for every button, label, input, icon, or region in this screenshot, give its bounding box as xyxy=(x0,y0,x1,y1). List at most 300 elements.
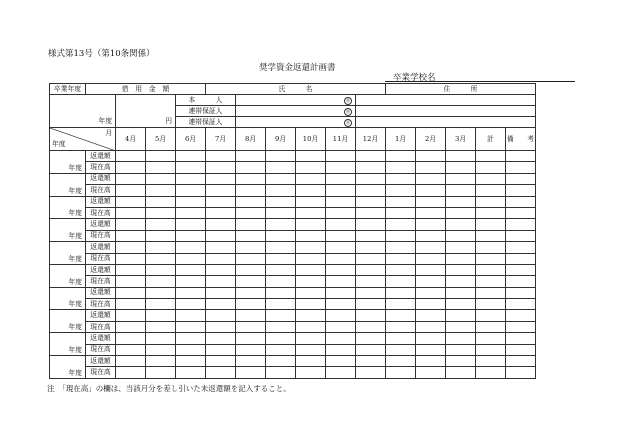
entry-cell[interactable] xyxy=(266,151,296,162)
entry-cell[interactable] xyxy=(206,173,236,184)
entry-cell[interactable] xyxy=(176,356,206,367)
entry-cell[interactable] xyxy=(176,185,206,196)
year-cell[interactable]: 年度 xyxy=(50,356,86,379)
entry-cell[interactable] xyxy=(326,242,356,253)
entry-cell[interactable] xyxy=(356,230,386,241)
entry-cell[interactable] xyxy=(206,253,236,264)
entry-cell[interactable] xyxy=(116,196,146,207)
entry-cell[interactable] xyxy=(176,344,206,355)
entry-cell[interactable] xyxy=(506,207,536,218)
entry-cell[interactable] xyxy=(446,264,476,275)
entry-cell[interactable] xyxy=(296,196,326,207)
entry-cell[interactable] xyxy=(116,299,146,310)
entry-cell[interactable] xyxy=(236,264,266,275)
entry-cell[interactable] xyxy=(266,162,296,173)
entry-cell[interactable] xyxy=(326,253,356,264)
address-cell[interactable] xyxy=(356,95,536,106)
entry-cell[interactable] xyxy=(236,151,266,162)
entry-cell[interactable] xyxy=(116,333,146,344)
entry-cell[interactable] xyxy=(236,253,266,264)
entry-cell[interactable] xyxy=(356,276,386,287)
entry-cell[interactable] xyxy=(416,344,446,355)
entry-cell[interactable] xyxy=(296,276,326,287)
entry-cell[interactable] xyxy=(446,310,476,321)
entry-cell[interactable] xyxy=(326,185,356,196)
entry-cell[interactable] xyxy=(176,299,206,310)
entry-cell[interactable] xyxy=(146,299,176,310)
entry-cell[interactable] xyxy=(326,287,356,298)
entry-cell[interactable] xyxy=(296,151,326,162)
entry-cell[interactable] xyxy=(476,242,506,253)
entry-cell[interactable] xyxy=(236,185,266,196)
entry-cell[interactable] xyxy=(296,333,326,344)
entry-cell[interactable] xyxy=(356,344,386,355)
entry-cell[interactable] xyxy=(116,185,146,196)
entry-cell[interactable] xyxy=(266,264,296,275)
entry-cell[interactable] xyxy=(476,253,506,264)
entry-cell[interactable] xyxy=(386,253,416,264)
entry-cell[interactable] xyxy=(296,242,326,253)
entry-cell[interactable] xyxy=(476,344,506,355)
entry-cell[interactable] xyxy=(416,367,446,378)
entry-cell[interactable] xyxy=(446,253,476,264)
entry-cell[interactable] xyxy=(386,299,416,310)
entry-cell[interactable] xyxy=(476,287,506,298)
entry-cell[interactable] xyxy=(116,367,146,378)
entry-cell[interactable] xyxy=(356,151,386,162)
address-header: 住 所 xyxy=(386,84,536,95)
entry-cell[interactable] xyxy=(476,310,506,321)
entry-cell[interactable] xyxy=(416,242,446,253)
entry-cell[interactable] xyxy=(206,310,236,321)
entry-cell[interactable] xyxy=(116,162,146,173)
entry-cell[interactable] xyxy=(476,185,506,196)
entry-cell[interactable] xyxy=(386,242,416,253)
entry-cell[interactable] xyxy=(506,162,536,173)
entry-cell[interactable] xyxy=(176,321,206,332)
entry-cell[interactable] xyxy=(146,367,176,378)
entry-cell[interactable] xyxy=(326,219,356,230)
entry-cell[interactable] xyxy=(446,185,476,196)
entry-cell[interactable] xyxy=(236,299,266,310)
entry-cell[interactable] xyxy=(116,230,146,241)
entry-cell[interactable] xyxy=(356,196,386,207)
entry-cell[interactable] xyxy=(266,321,296,332)
entry-cell[interactable] xyxy=(296,219,326,230)
entry-cell[interactable] xyxy=(176,219,206,230)
entry-cell[interactable] xyxy=(356,219,386,230)
entry-cell[interactable] xyxy=(236,242,266,253)
entry-cell[interactable] xyxy=(146,196,176,207)
name-cell[interactable] xyxy=(236,117,356,128)
entry-cell[interactable] xyxy=(206,230,236,241)
address-cell[interactable] xyxy=(356,106,536,117)
entry-cell[interactable] xyxy=(116,310,146,321)
entry-cell[interactable] xyxy=(176,162,206,173)
year-cell[interactable]: 年度 xyxy=(50,287,86,310)
entry-cell[interactable] xyxy=(116,264,146,275)
entry-cell[interactable] xyxy=(296,230,326,241)
entry-cell[interactable] xyxy=(356,333,386,344)
entry-cell[interactable] xyxy=(206,344,236,355)
year-cell[interactable]: 年度 xyxy=(50,310,86,333)
entry-cell[interactable] xyxy=(506,151,536,162)
year-cell[interactable]: 年度 xyxy=(50,196,86,219)
entry-cell[interactable] xyxy=(386,185,416,196)
entry-cell[interactable] xyxy=(326,230,356,241)
entry-cell[interactable] xyxy=(146,344,176,355)
entry-cell[interactable] xyxy=(296,299,326,310)
entry-cell[interactable] xyxy=(266,219,296,230)
entry-cell[interactable] xyxy=(236,173,266,184)
entry-cell[interactable] xyxy=(506,356,536,367)
entry-cell[interactable] xyxy=(356,185,386,196)
entry-cell[interactable] xyxy=(506,185,536,196)
entry-cell[interactable] xyxy=(116,173,146,184)
entry-cell[interactable] xyxy=(506,219,536,230)
entry-cell[interactable] xyxy=(266,253,296,264)
entry-cell[interactable] xyxy=(416,264,446,275)
entry-cell[interactable] xyxy=(416,173,446,184)
entry-cell[interactable] xyxy=(356,173,386,184)
entry-cell[interactable] xyxy=(176,151,206,162)
entry-cell[interactable] xyxy=(206,321,236,332)
entry-cell[interactable] xyxy=(446,356,476,367)
entry-cell[interactable] xyxy=(506,344,536,355)
entry-cell[interactable] xyxy=(296,356,326,367)
name-cell[interactable] xyxy=(236,95,356,106)
entry-cell[interactable] xyxy=(356,321,386,332)
entry-cell[interactable] xyxy=(296,185,326,196)
entry-cell[interactable] xyxy=(446,276,476,287)
entry-cell[interactable] xyxy=(206,207,236,218)
entry-cell[interactable] xyxy=(446,173,476,184)
entry-cell[interactable] xyxy=(146,276,176,287)
entry-cell[interactable] xyxy=(446,321,476,332)
entry-cell[interactable] xyxy=(116,276,146,287)
entry-cell[interactable] xyxy=(206,276,236,287)
entry-cell[interactable] xyxy=(386,321,416,332)
entry-cell[interactable] xyxy=(206,162,236,173)
entry-cell[interactable] xyxy=(206,356,236,367)
entry-cell[interactable] xyxy=(446,287,476,298)
entry-cell[interactable] xyxy=(146,333,176,344)
entry-cell[interactable] xyxy=(236,276,266,287)
entry-cell[interactable] xyxy=(296,310,326,321)
entry-cell[interactable] xyxy=(296,287,326,298)
entry-cell[interactable] xyxy=(416,310,446,321)
entry-cell[interactable] xyxy=(146,151,176,162)
entry-cell[interactable] xyxy=(116,242,146,253)
entry-cell[interactable] xyxy=(236,287,266,298)
entry-cell[interactable] xyxy=(146,321,176,332)
entry-cell[interactable] xyxy=(386,367,416,378)
entry-cell[interactable] xyxy=(146,173,176,184)
entry-cell[interactable] xyxy=(116,287,146,298)
entry-cell[interactable] xyxy=(326,151,356,162)
entry-cell[interactable] xyxy=(266,333,296,344)
entry-cell[interactable] xyxy=(386,196,416,207)
entry-cell[interactable] xyxy=(506,196,536,207)
entry-cell[interactable] xyxy=(296,344,326,355)
entry-cell[interactable] xyxy=(506,264,536,275)
school-name-field[interactable] xyxy=(385,71,575,82)
entry-cell[interactable] xyxy=(116,344,146,355)
entry-cell[interactable] xyxy=(206,333,236,344)
entry-cell[interactable] xyxy=(356,356,386,367)
entry-cell[interactable] xyxy=(326,344,356,355)
entry-cell[interactable] xyxy=(266,230,296,241)
entry-cell[interactable] xyxy=(206,185,236,196)
entry-cell[interactable] xyxy=(476,219,506,230)
entry-cell[interactable] xyxy=(476,264,506,275)
entry-cell[interactable] xyxy=(476,367,506,378)
entry-cell[interactable] xyxy=(506,276,536,287)
entry-cell[interactable] xyxy=(356,207,386,218)
entry-cell[interactable] xyxy=(506,321,536,332)
entry-cell[interactable] xyxy=(386,310,416,321)
entry-cell[interactable] xyxy=(356,264,386,275)
entry-cell[interactable] xyxy=(206,264,236,275)
entry-cell[interactable] xyxy=(176,207,206,218)
grad-year-cell[interactable]: 年度 xyxy=(50,95,116,128)
entry-cell[interactable] xyxy=(176,253,206,264)
entry-cell[interactable] xyxy=(326,367,356,378)
entry-cell[interactable] xyxy=(446,151,476,162)
entry-cell[interactable] xyxy=(446,219,476,230)
entry-cell[interactable] xyxy=(296,162,326,173)
entry-cell[interactable] xyxy=(386,230,416,241)
year-cell[interactable]: 年度 xyxy=(50,173,86,196)
entry-cell[interactable] xyxy=(476,151,506,162)
entry-cell[interactable] xyxy=(416,287,446,298)
entry-cell[interactable] xyxy=(416,162,446,173)
entry-cell[interactable] xyxy=(356,287,386,298)
entry-cell[interactable] xyxy=(176,310,206,321)
entry-cell[interactable] xyxy=(386,151,416,162)
name-cell[interactable] xyxy=(236,106,356,117)
entry-cell[interactable] xyxy=(236,333,266,344)
entry-cell[interactable] xyxy=(506,367,536,378)
entry-cell[interactable] xyxy=(266,299,296,310)
entry-cell[interactable] xyxy=(326,333,356,344)
entry-cell[interactable] xyxy=(116,253,146,264)
year-cell[interactable]: 年度 xyxy=(50,242,86,265)
entry-cell[interactable] xyxy=(506,310,536,321)
entry-cell[interactable] xyxy=(266,356,296,367)
entry-cell[interactable] xyxy=(116,321,146,332)
entry-cell[interactable] xyxy=(266,185,296,196)
entry-cell[interactable] xyxy=(386,219,416,230)
entry-cell[interactable] xyxy=(146,162,176,173)
entry-cell[interactable] xyxy=(176,367,206,378)
entry-cell[interactable] xyxy=(266,242,296,253)
entry-cell[interactable] xyxy=(446,367,476,378)
entry-cell[interactable] xyxy=(356,299,386,310)
entry-cell[interactable] xyxy=(266,344,296,355)
entry-cell[interactable] xyxy=(506,230,536,241)
entry-cell[interactable] xyxy=(386,344,416,355)
entry-cell[interactable] xyxy=(326,264,356,275)
entry-cell[interactable] xyxy=(236,219,266,230)
entry-cell[interactable] xyxy=(176,287,206,298)
entry-cell[interactable] xyxy=(416,299,446,310)
entry-cell[interactable] xyxy=(236,196,266,207)
entry-cell[interactable] xyxy=(176,173,206,184)
entry-cell[interactable] xyxy=(446,162,476,173)
entry-cell[interactable] xyxy=(176,333,206,344)
entry-cell[interactable] xyxy=(476,230,506,241)
entry-cell[interactable] xyxy=(296,367,326,378)
entry-cell[interactable] xyxy=(476,173,506,184)
address-cell[interactable] xyxy=(356,117,536,128)
entry-cell[interactable] xyxy=(416,219,446,230)
entry-cell[interactable] xyxy=(476,356,506,367)
entry-cell[interactable] xyxy=(116,151,146,162)
entry-cell[interactable] xyxy=(116,219,146,230)
entry-cell[interactable] xyxy=(326,276,356,287)
entry-cell[interactable] xyxy=(146,253,176,264)
entry-cell[interactable] xyxy=(446,207,476,218)
entry-cell[interactable] xyxy=(296,173,326,184)
entry-cell[interactable] xyxy=(386,207,416,218)
entry-cell[interactable] xyxy=(236,162,266,173)
entry-cell[interactable] xyxy=(236,207,266,218)
entry-cell[interactable] xyxy=(506,287,536,298)
entry-cell[interactable] xyxy=(326,321,356,332)
entry-cell[interactable] xyxy=(326,173,356,184)
entry-cell[interactable] xyxy=(386,333,416,344)
entry-cell[interactable] xyxy=(476,321,506,332)
entry-cell[interactable] xyxy=(476,162,506,173)
entry-cell[interactable] xyxy=(296,207,326,218)
entry-cell[interactable] xyxy=(176,264,206,275)
entry-cell[interactable] xyxy=(236,344,266,355)
entry-cell[interactable] xyxy=(326,310,356,321)
entry-cell[interactable] xyxy=(236,356,266,367)
entry-cell[interactable] xyxy=(416,151,446,162)
entry-cell[interactable] xyxy=(146,185,176,196)
entry-cell[interactable] xyxy=(236,367,266,378)
entry-cell[interactable] xyxy=(386,264,416,275)
entry-cell[interactable] xyxy=(146,287,176,298)
entry-cell[interactable] xyxy=(476,207,506,218)
entry-cell[interactable] xyxy=(506,242,536,253)
entry-cell[interactable] xyxy=(416,196,446,207)
entry-cell[interactable] xyxy=(356,162,386,173)
entry-cell[interactable] xyxy=(356,242,386,253)
entry-cell[interactable] xyxy=(386,173,416,184)
entry-cell[interactable] xyxy=(476,299,506,310)
entry-cell[interactable] xyxy=(446,333,476,344)
entry-cell[interactable] xyxy=(416,207,446,218)
entry-cell[interactable] xyxy=(416,356,446,367)
entry-cell[interactable] xyxy=(206,151,236,162)
entry-cell[interactable] xyxy=(506,253,536,264)
entry-cell[interactable] xyxy=(476,276,506,287)
entry-cell[interactable] xyxy=(116,207,146,218)
entry-cell[interactable] xyxy=(266,196,296,207)
entry-cell[interactable] xyxy=(326,162,356,173)
entry-cell[interactable] xyxy=(236,230,266,241)
entry-cell[interactable] xyxy=(266,207,296,218)
year-cell[interactable]: 年度 xyxy=(50,219,86,242)
entry-cell[interactable] xyxy=(266,310,296,321)
entry-cell[interactable] xyxy=(266,367,296,378)
entry-cell[interactable] xyxy=(146,219,176,230)
entry-cell[interactable] xyxy=(386,356,416,367)
entry-cell[interactable] xyxy=(266,287,296,298)
entry-cell[interactable] xyxy=(386,162,416,173)
entry-cell[interactable] xyxy=(206,287,236,298)
entry-cell[interactable] xyxy=(326,196,356,207)
entry-cell[interactable] xyxy=(446,196,476,207)
entry-cell[interactable] xyxy=(296,264,326,275)
entry-cell[interactable] xyxy=(236,321,266,332)
entry-cell[interactable] xyxy=(356,253,386,264)
entry-cell[interactable] xyxy=(206,242,236,253)
entry-cell[interactable] xyxy=(326,299,356,310)
entry-cell[interactable] xyxy=(266,276,296,287)
entry-cell[interactable] xyxy=(416,230,446,241)
entry-cell[interactable] xyxy=(476,196,506,207)
entry-cell[interactable] xyxy=(356,367,386,378)
entry-cell[interactable] xyxy=(326,207,356,218)
entry-cell[interactable] xyxy=(476,333,506,344)
entry-cell[interactable] xyxy=(206,219,236,230)
entry-cell[interactable] xyxy=(146,356,176,367)
entry-cell[interactable] xyxy=(446,344,476,355)
entry-cell[interactable] xyxy=(176,276,206,287)
entry-cell[interactable] xyxy=(386,287,416,298)
entry-cell[interactable] xyxy=(386,276,416,287)
entry-cell[interactable] xyxy=(416,253,446,264)
entry-cell[interactable] xyxy=(176,196,206,207)
entry-cell[interactable] xyxy=(356,310,386,321)
year-cell[interactable]: 年度 xyxy=(50,333,86,356)
entry-cell[interactable] xyxy=(416,276,446,287)
entry-cell[interactable] xyxy=(296,253,326,264)
entry-cell[interactable] xyxy=(146,230,176,241)
entry-cell[interactable] xyxy=(146,264,176,275)
entry-cell[interactable] xyxy=(176,230,206,241)
entry-cell[interactable] xyxy=(416,333,446,344)
entry-cell[interactable] xyxy=(206,299,236,310)
entry-cell[interactable] xyxy=(266,173,296,184)
entry-cell[interactable] xyxy=(416,185,446,196)
entry-cell[interactable] xyxy=(296,321,326,332)
year-cell[interactable]: 年度 xyxy=(50,264,86,287)
entry-cell[interactable] xyxy=(506,173,536,184)
entry-cell[interactable] xyxy=(326,356,356,367)
year-cell[interactable]: 年度 xyxy=(50,151,86,174)
entry-cell[interactable] xyxy=(416,321,446,332)
entry-cell[interactable] xyxy=(146,207,176,218)
entry-cell[interactable] xyxy=(146,310,176,321)
entry-cell[interactable] xyxy=(446,242,476,253)
entry-cell[interactable] xyxy=(116,356,146,367)
entry-cell[interactable] xyxy=(206,367,236,378)
entry-cell[interactable] xyxy=(506,333,536,344)
entry-cell[interactable] xyxy=(446,230,476,241)
entry-cell[interactable] xyxy=(176,242,206,253)
entry-cell[interactable] xyxy=(446,299,476,310)
entry-cell[interactable] xyxy=(206,196,236,207)
entry-cell[interactable] xyxy=(506,299,536,310)
entry-cell[interactable] xyxy=(146,242,176,253)
entry-cell[interactable] xyxy=(236,310,266,321)
loan-amount-cell[interactable]: 円 xyxy=(116,95,176,128)
